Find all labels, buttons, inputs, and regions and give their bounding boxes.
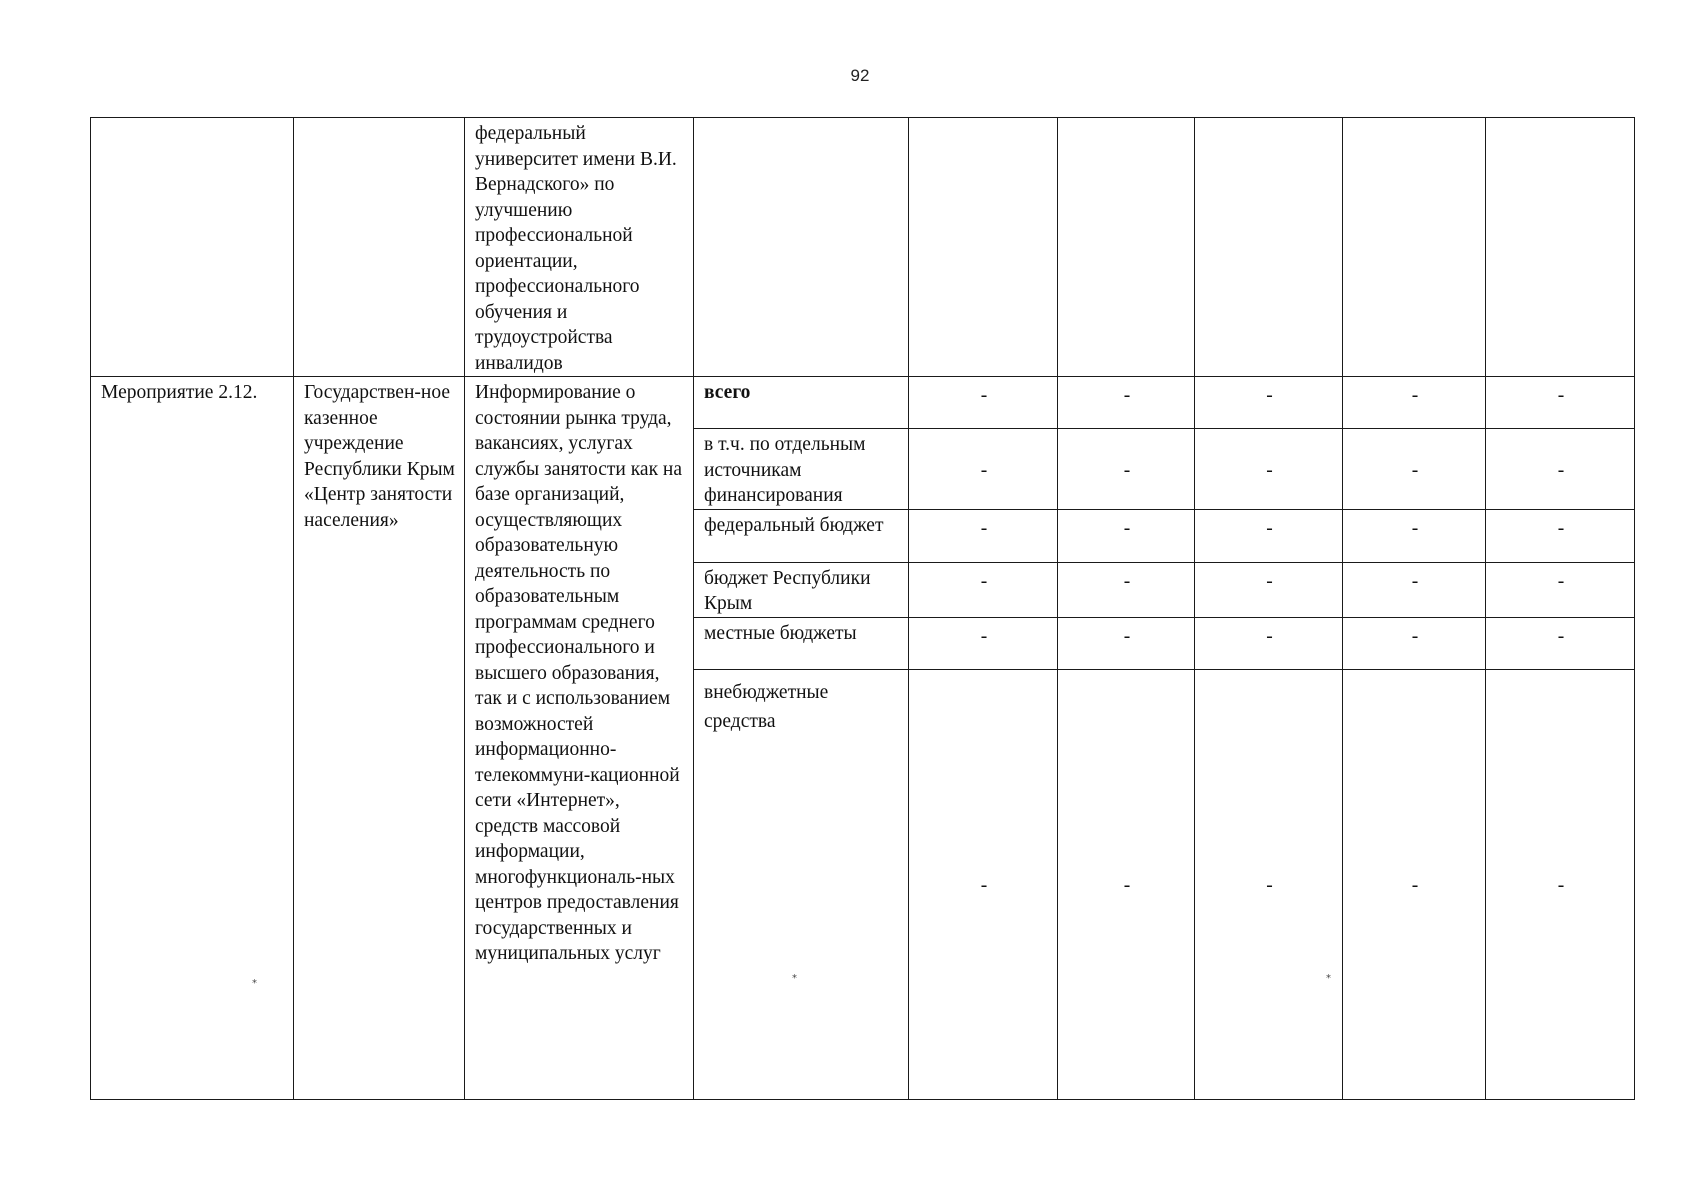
scan-speck-mark: ⁎	[1326, 970, 1331, 981]
funding-label: всего	[694, 377, 909, 429]
funding-value: -	[1195, 562, 1343, 617]
funding-value: -	[1486, 509, 1635, 562]
funding-value: -	[1343, 429, 1486, 510]
funding-value: -	[1058, 669, 1195, 1099]
table-cell	[1058, 118, 1195, 377]
funding-value: -	[1343, 669, 1486, 1099]
scan-speck-mark: ⁎	[252, 975, 257, 986]
funding-value: -	[1486, 429, 1635, 510]
table-cell	[1343, 118, 1486, 377]
funding-value: -	[1195, 429, 1343, 510]
table-cell	[909, 118, 1058, 377]
funding-value: -	[909, 377, 1058, 429]
funding-value: -	[1343, 562, 1486, 617]
scan-speck-mark: ⁎	[792, 970, 797, 981]
funding-label: местные бюджеты	[694, 617, 909, 669]
funding-value: -	[1486, 617, 1635, 669]
table-row	[91, 118, 1635, 377]
funding-value: -	[909, 617, 1058, 669]
funding-value: -	[1195, 617, 1343, 669]
event-id: Мероприятие 2.12.	[91, 377, 294, 1100]
funding-label: бюджет Республики Крым	[694, 562, 909, 617]
funding-value: -	[1058, 509, 1195, 562]
funding-value: -	[1058, 377, 1195, 429]
table-row	[91, 377, 1635, 429]
funding-value: -	[909, 429, 1058, 510]
funding-value: -	[1343, 617, 1486, 669]
funding-value: -	[1195, 509, 1343, 562]
funding-label: в т.ч. по отдельным источникам финансирования	[694, 429, 909, 510]
event-executor: Государствен-ное казенное учреждение Республики Крым «Центр занятости населения»	[294, 377, 465, 1100]
funding-value: -	[1343, 509, 1486, 562]
financing-table	[90, 117, 1635, 1100]
funding-value: -	[909, 669, 1058, 1099]
table-cell	[91, 118, 294, 377]
funding-value: -	[1486, 669, 1635, 1099]
funding-label: внебюджетные средства	[694, 669, 909, 1099]
funding-label: федеральный бюджет	[694, 509, 909, 562]
table-cell	[1195, 118, 1343, 377]
funding-value: -	[1486, 377, 1635, 429]
funding-value: -	[1058, 617, 1195, 669]
funding-value: -	[909, 509, 1058, 562]
table-cell	[294, 118, 465, 377]
table-cell	[694, 118, 909, 377]
funding-value: -	[1195, 669, 1343, 1099]
funding-value: -	[1343, 377, 1486, 429]
table-cell	[1486, 118, 1635, 377]
funding-value: -	[1058, 429, 1195, 510]
funding-value: -	[1058, 562, 1195, 617]
continuation-text: федеральный университет имени В.И. Вернадского» по улучшению профессиональной ориентации, профессионального обучения и трудоустройства инвалидов	[465, 118, 694, 377]
event-description: Информирование о состоянии рынка труда, вакансиях, услугах службы занятости как на базе организаций, осуществляющих образовательную деятельность по образовательным программам среднего профессионального и высшего образования, так и с использованием возможностей информационно-телекоммуни-кационной сети «Интернет», средств массовой информации, многофункциональ-ных центров предоставления государственных и муниципальных услуг	[465, 377, 694, 1100]
page-number: 92	[850, 66, 870, 85]
funding-value: -	[1195, 377, 1343, 429]
funding-value: -	[909, 562, 1058, 617]
funding-value: -	[1486, 562, 1635, 617]
